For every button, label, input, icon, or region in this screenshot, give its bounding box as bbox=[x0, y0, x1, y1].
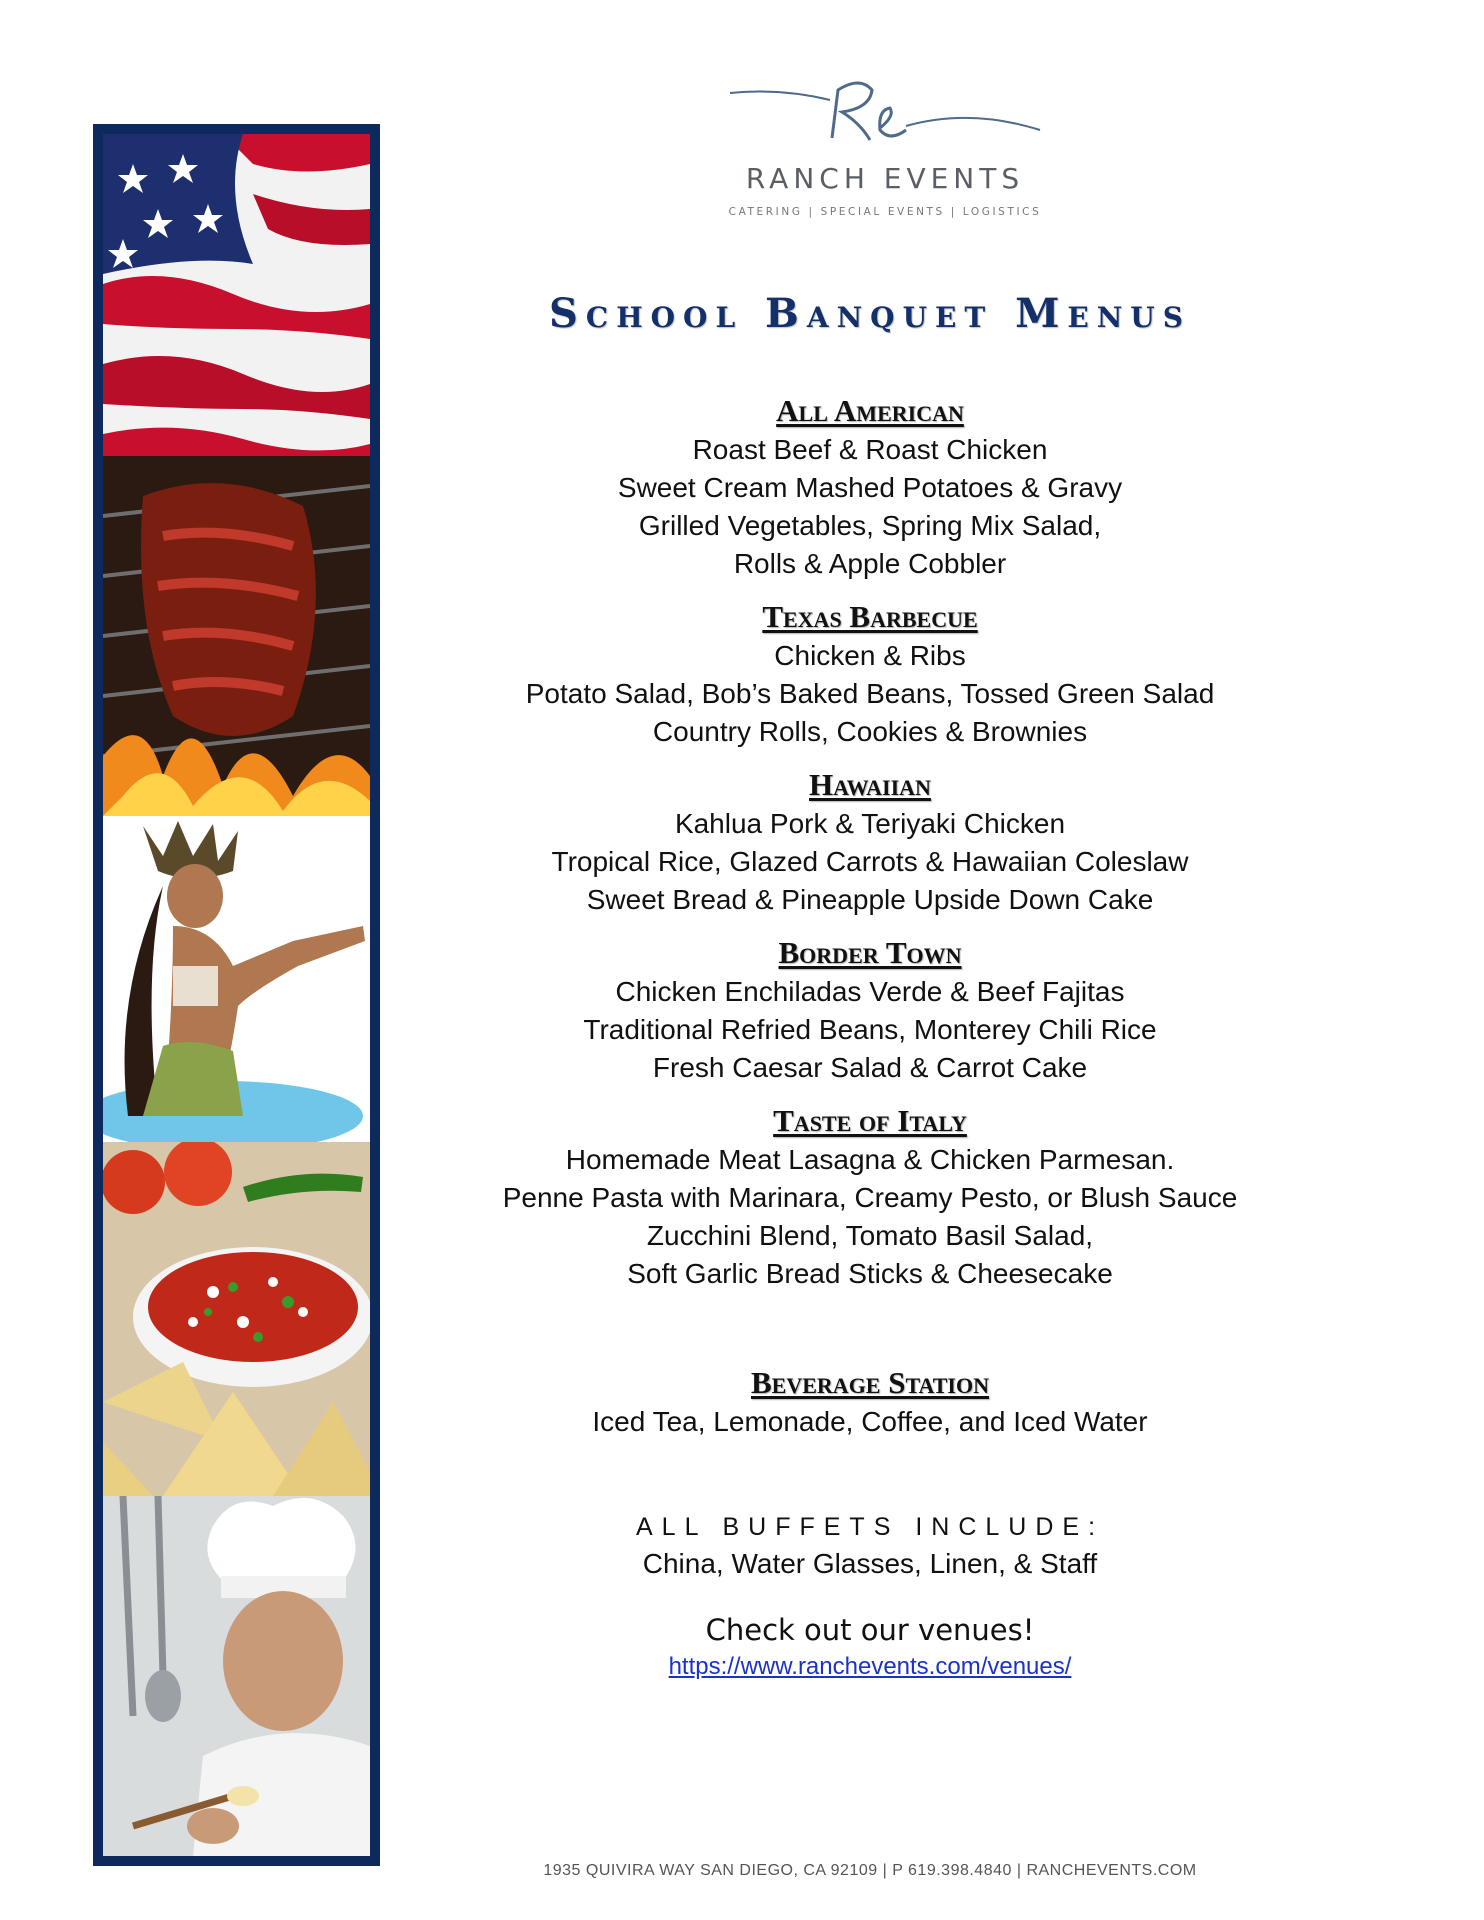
menu-item: Kahlua Pork & Teriyaki Chicken bbox=[674, 808, 1066, 839]
menu-section-all-american bbox=[440, 393, 1300, 583]
section-heading: Hawaiian bbox=[809, 767, 931, 802]
menu-section-border-town bbox=[440, 935, 1300, 1087]
menu-item: Sweet Cream Mashed Potatoes & Gravy bbox=[617, 472, 1123, 503]
section-heading: All American bbox=[776, 393, 964, 428]
menu-item: Fresh Caesar Salad & Carrot Cake bbox=[652, 1052, 1088, 1083]
hawaiian-dancer-photo bbox=[103, 816, 370, 1142]
beverage-list: Iced Tea, Lemonade, Coffee, and Iced Water bbox=[592, 1406, 1148, 1437]
menu-section-hawaiian bbox=[440, 767, 1300, 919]
buffets-title: ALL BUFFETS INCLUDE: bbox=[635, 1513, 1105, 1541]
logo-tagline: CATERING | SPECIAL EVENTS | LOGISTICS bbox=[728, 206, 1042, 218]
chef-photo bbox=[103, 1496, 370, 1856]
section-heading: Texas Barbecue bbox=[762, 599, 978, 634]
section-heading: Taste of Italy bbox=[773, 1103, 967, 1138]
section-heading: Beverage Station bbox=[751, 1365, 989, 1400]
menu-item: Soft Garlic Bread Sticks & Cheesecake bbox=[627, 1258, 1113, 1289]
menu-item: Chicken Enchiladas Verde & Beef Fajitas bbox=[615, 976, 1125, 1007]
menu-section-texas-barbecue bbox=[440, 599, 1300, 751]
menu-item: Tropical Rice, Glazed Carrots & Hawaiian Coleslaw bbox=[551, 846, 1189, 877]
salsa-chips-photo bbox=[103, 1142, 370, 1496]
menu-item: Traditional Refried Beans, Monterey Chili Rice bbox=[583, 1014, 1157, 1045]
section-heading: Border Town bbox=[778, 935, 962, 970]
page-title: School Banquet Menus bbox=[549, 290, 1191, 337]
buffets-text: China, Water Glasses, Linen, & Staff bbox=[642, 1548, 1098, 1579]
menu-item: Penne Pasta with Marinara, Creamy Pesto, or Blush Sauce bbox=[502, 1182, 1238, 1213]
beverage-station bbox=[440, 1365, 1300, 1441]
menu-item: Potato Salad, Bob’s Baked Beans, Tossed Green Salad bbox=[525, 678, 1215, 709]
footer-address: 1935 QUIVIRA WAY SAN DIEGO, CA 92109 | P 619.398.4840 | RANCHEVENTS.COM bbox=[543, 1862, 1197, 1879]
menu-content bbox=[440, 290, 1300, 1683]
venues-callout bbox=[440, 1609, 1300, 1683]
menu-item: Sweet Bread & Pineapple Upside Down Cake bbox=[586, 884, 1154, 915]
menu-item: Homemade Meat Lasagna & Chicken Parmesan. bbox=[565, 1144, 1175, 1175]
venues-link[interactable]: https://www.ranchevents.com/venues/ bbox=[668, 1653, 1072, 1680]
barbecue-ribs-photo bbox=[103, 456, 370, 816]
american-flag-photo bbox=[103, 134, 370, 456]
menu-item: Roast Beef & Roast Chicken bbox=[692, 434, 1048, 465]
ranch-events-logo bbox=[720, 68, 1050, 228]
venues-text: Check out our venues! bbox=[705, 1613, 1035, 1647]
logo-name: RANCH EVENTS bbox=[745, 162, 1025, 195]
menu-item: Country Rolls, Cookies & Brownies bbox=[652, 716, 1088, 747]
re-monogram-icon bbox=[720, 68, 1050, 168]
menu-item: Zucchini Blend, Tomato Basil Salad, bbox=[646, 1220, 1094, 1251]
menu-item: Grilled Vegetables, Spring Mix Salad, bbox=[638, 510, 1102, 541]
menu-item: Rolls & Apple Cobbler bbox=[733, 548, 1007, 579]
menu-item: Chicken & Ribs bbox=[774, 640, 966, 671]
buffets-include bbox=[440, 1509, 1300, 1583]
menu-section-taste-of-italy bbox=[440, 1103, 1300, 1293]
photo-strip bbox=[93, 124, 380, 1866]
